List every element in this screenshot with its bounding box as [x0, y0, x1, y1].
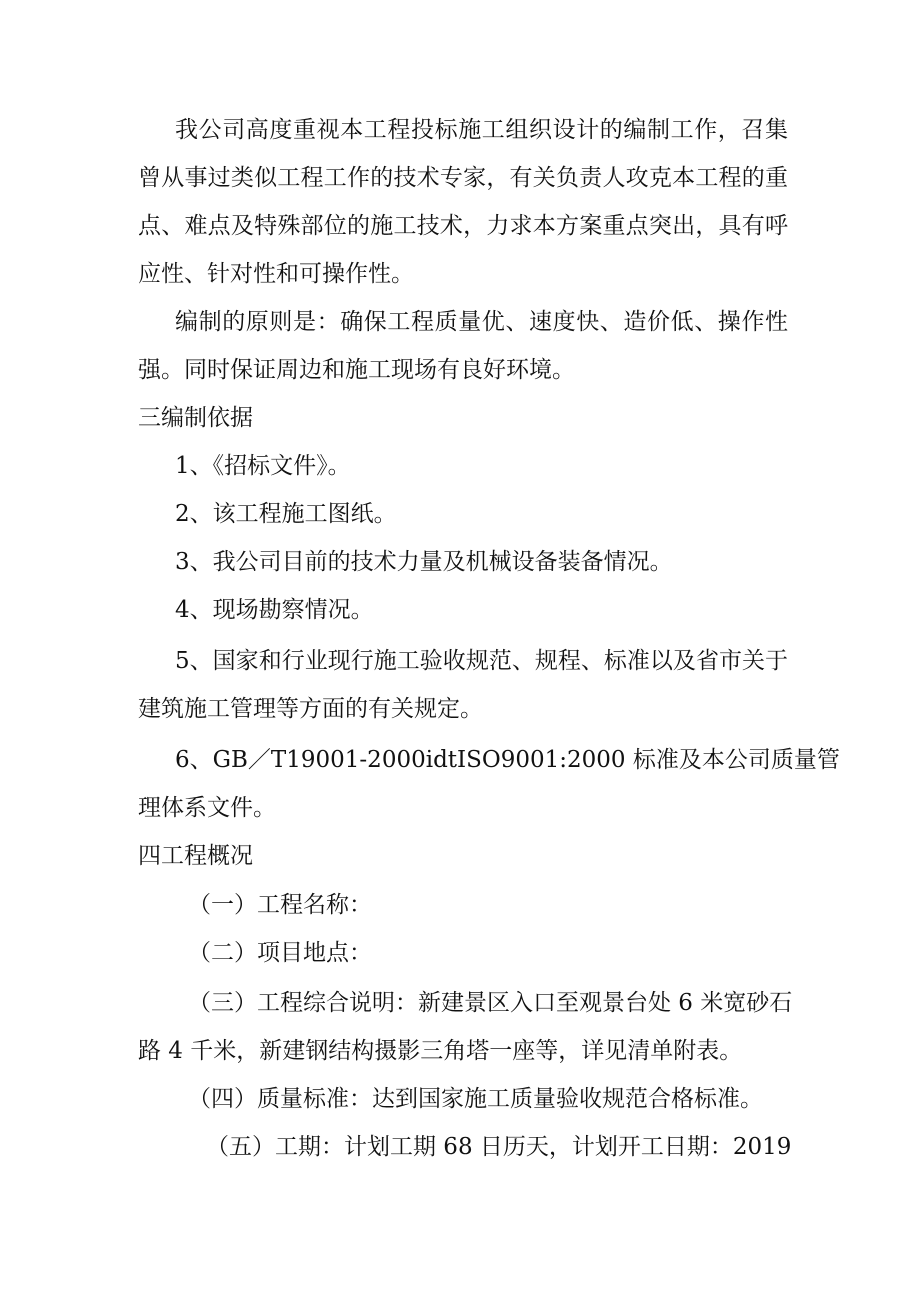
overview-summary-line-2: 路 4 千米，新建钢结构摄影三角塔一座等，详见清单附表。: [138, 1038, 743, 1064]
overview-quality-standard: （四）质量标准：达到国家施工质量验收规范合格标准。: [188, 1086, 763, 1112]
section-3-heading: 三编制依据: [138, 405, 253, 431]
basis-item-2: 2、该工程施工图纸。: [175, 501, 397, 527]
basis-item-1: 1、《招标文件》。: [175, 453, 351, 479]
overview-project-name: （一）工程名称：: [188, 892, 372, 918]
basis-item-4: 4、现场勘察情况。: [175, 597, 374, 623]
paragraph-1-line-3: 点、难点及特殊部位的施工技术，力求本方案重点突出，具有呼: [138, 213, 788, 239]
overview-duration: （五）工期：计划工期 68 日历天，计划开工日期：2019: [206, 1134, 792, 1160]
basis-item-6-line-2: 理体系文件。: [138, 795, 276, 821]
section-4-heading: 四工程概况: [138, 843, 253, 869]
overview-project-location: （二）项目地点：: [188, 940, 372, 966]
overview-summary-line-1: （三）工程综合说明：新建景区入口至观景台处 6 米宽砂石: [188, 990, 793, 1016]
paragraph-1-line-1: 我公司高度重视本工程投标施工组织设计的编制工作，召集: [175, 117, 788, 143]
paragraph-2-line-1: 编制的原则是：确保工程质量优、速度快、造价低、操作性: [175, 309, 788, 335]
paragraph-1-line-4: 应性、针对性和可操作性。: [138, 261, 414, 287]
basis-item-5-line-2: 建筑施工管理等方面的有关规定。: [138, 696, 483, 722]
basis-item-5-line-1: 5、国家和行业现行施工验收规范、规程、标准以及省市关于: [175, 648, 788, 674]
basis-item-3: 3、我公司目前的技术力量及机械设备装备情况。: [175, 549, 673, 575]
basis-item-6-line-1: 6、GB／T19001-2000idtISO9001:2000 标准及本公司质量管: [175, 747, 840, 773]
paragraph-2-line-2: 强。同时保证周边和施工现场有良好环境。: [138, 357, 575, 383]
paragraph-1-line-2: 曾从事过类似工程工作的技术专家，有关负责人攻克本工程的重: [138, 165, 788, 191]
